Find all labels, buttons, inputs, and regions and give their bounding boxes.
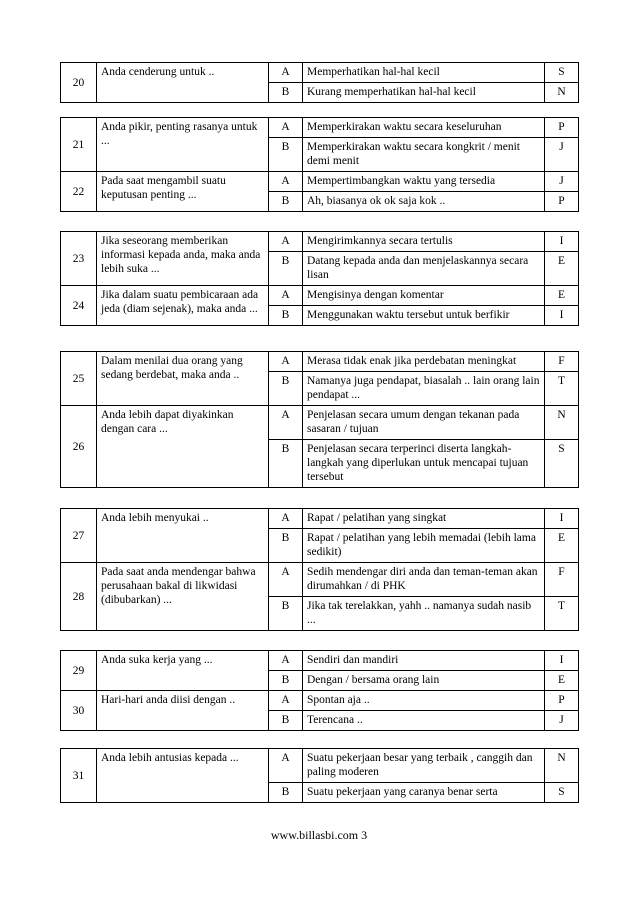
question-prompt: Jika seseorang memberikan informasi kepada anda, maka anda lebih suka ... xyxy=(97,232,269,286)
option-letter: A xyxy=(269,352,303,372)
option-text: Rapat / pelatihan yang singkat xyxy=(303,509,545,529)
option-letter: A xyxy=(269,232,303,252)
option-text: Memperhatikan hal-hal kecil xyxy=(303,63,545,83)
option-code: I xyxy=(545,306,579,326)
option-text: Namanya juga pendapat, biasalah .. lain orang lain pendapat ... xyxy=(303,372,545,406)
option-row xyxy=(61,563,579,597)
option-text: Suatu pekerjaan besar yang terbaik , canggih dan paling moderen xyxy=(303,749,545,783)
option-row xyxy=(61,651,579,671)
option-row xyxy=(61,63,579,83)
option-letter: B xyxy=(269,671,303,691)
option-code: N xyxy=(545,83,579,103)
option-code: E xyxy=(545,286,579,306)
option-row xyxy=(61,749,579,783)
question-number: 24 xyxy=(61,286,97,326)
option-code: N xyxy=(545,749,579,783)
option-code: P xyxy=(545,192,579,212)
option-text: Rapat / pelatihan yang lebih memadai (lebih lama sedikit) xyxy=(303,529,545,563)
option-code: T xyxy=(545,597,579,631)
option-letter: B xyxy=(269,138,303,172)
option-letter: A xyxy=(269,406,303,440)
option-text: Jika tak terelakkan, yahh .. namanya sudah nasib ... xyxy=(303,597,545,631)
option-letter: A xyxy=(269,651,303,671)
option-letter: B xyxy=(269,252,303,286)
option-text: Spontan aja .. xyxy=(303,691,545,711)
option-row xyxy=(61,352,579,372)
question-number: 20 xyxy=(61,63,97,103)
question-table xyxy=(60,748,579,803)
option-code: I xyxy=(545,509,579,529)
question-prompt: Dalam menilai dua orang yang sedang berdebat, maka anda .. xyxy=(97,352,269,406)
question-prompt: Anda lebih menyukai .. xyxy=(97,509,269,563)
option-letter: A xyxy=(269,118,303,138)
option-code: S xyxy=(545,440,579,488)
option-letter: A xyxy=(269,749,303,783)
option-row xyxy=(61,286,579,306)
question-prompt: Anda pikir, penting rasanya untuk ... xyxy=(97,118,269,172)
question-prompt: Anda suka kerja yang ... xyxy=(97,651,269,691)
option-code: F xyxy=(545,352,579,372)
option-letter: B xyxy=(269,192,303,212)
option-row xyxy=(61,509,579,529)
question-number: 26 xyxy=(61,406,97,488)
option-letter: B xyxy=(269,529,303,563)
question-table xyxy=(60,62,579,103)
option-code: E xyxy=(545,529,579,563)
question-number: 31 xyxy=(61,749,97,803)
option-letter: B xyxy=(269,306,303,326)
option-code: I xyxy=(545,232,579,252)
question-prompt: Pada saat mengambil suatu keputusan penting ... xyxy=(97,172,269,212)
question-table xyxy=(60,650,579,731)
question-prompt: Hari-hari anda diisi dengan .. xyxy=(97,691,269,731)
option-letter: A xyxy=(269,63,303,83)
question-number: 27 xyxy=(61,509,97,563)
question-prompt: Anda lebih antusias kepada ... xyxy=(97,749,269,803)
question-number: 29 xyxy=(61,651,97,691)
question-table xyxy=(60,231,579,326)
question-prompt: Jika dalam suatu pembicaraan ada jeda (diam sejenak), maka anda ... xyxy=(97,286,269,326)
option-code: T xyxy=(545,372,579,406)
question-table xyxy=(60,508,579,631)
option-letter: A xyxy=(269,691,303,711)
option-text: Sedih mendengar diri anda dan teman-teman akan dirumahkan / di PHK xyxy=(303,563,545,597)
question-number: 23 xyxy=(61,232,97,286)
option-code: E xyxy=(545,252,579,286)
option-letter: A xyxy=(269,563,303,597)
option-text: Memperkirakan waktu secara kongkrit / menit demi menit xyxy=(303,138,545,172)
option-row xyxy=(61,172,579,192)
option-row xyxy=(61,406,579,440)
option-code: J xyxy=(545,138,579,172)
option-text: Dengan / bersama orang lain xyxy=(303,671,545,691)
option-text: Mengisinya dengan komentar xyxy=(303,286,545,306)
question-number: 28 xyxy=(61,563,97,631)
option-code: P xyxy=(545,691,579,711)
option-code: E xyxy=(545,671,579,691)
question-prompt: Anda lebih dapat diyakinkan dengan cara ... xyxy=(97,406,269,488)
option-letter: B xyxy=(269,372,303,406)
option-text: Terencana .. xyxy=(303,711,545,731)
page-footer: www.billasbi.com 3 xyxy=(270,828,368,842)
option-text: Mengirimkannya secara tertulis xyxy=(303,232,545,252)
question-prompt: Anda cenderung untuk .. xyxy=(97,63,269,103)
option-text: Sendiri dan mandiri xyxy=(303,651,545,671)
option-text: Memperkirakan waktu secara keseluruhan xyxy=(303,118,545,138)
option-letter: A xyxy=(269,172,303,192)
option-code: J xyxy=(545,711,579,731)
question-number: 30 xyxy=(61,691,97,731)
question-table xyxy=(60,351,579,488)
question-number: 25 xyxy=(61,352,97,406)
option-row xyxy=(61,118,579,138)
option-letter: A xyxy=(269,509,303,529)
question-prompt: Pada saat anda mendengar bahwa perusahaan bakal di likwidasi (dibubarkan) ... xyxy=(97,563,269,631)
option-text: Mempertimbangkan waktu yang tersedia xyxy=(303,172,545,192)
option-code: J xyxy=(545,172,579,192)
option-code: S xyxy=(545,63,579,83)
option-text: Suatu pekerjaan yang caranya benar serta xyxy=(303,783,545,803)
option-letter: B xyxy=(269,83,303,103)
option-text: Kurang memperhatikan hal-hal kecil xyxy=(303,83,545,103)
option-text: Ah, biasanya ok ok saja kok .. xyxy=(303,192,545,212)
option-row xyxy=(61,691,579,711)
question-number: 22 xyxy=(61,172,97,212)
option-letter: B xyxy=(269,597,303,631)
option-row xyxy=(61,232,579,252)
option-letter: B xyxy=(269,711,303,731)
option-text: Merasa tidak enak jika perdebatan meningkat xyxy=(303,352,545,372)
option-code: I xyxy=(545,651,579,671)
option-letter: A xyxy=(269,286,303,306)
question-table xyxy=(60,117,579,212)
question-number: 21 xyxy=(61,118,97,172)
option-text: Datang kepada anda dan menjelaskannya secara lisan xyxy=(303,252,545,286)
option-text: Menggunakan waktu tersebut untuk berfikir xyxy=(303,306,545,326)
option-text: Penjelasan secara umum dengan tekanan pada sasaran / tujuan xyxy=(303,406,545,440)
option-text: Penjelasan secara terperinci diserta langkah-langkah yang diperlukan untuk mencapai tujuan tersebut xyxy=(303,440,545,488)
option-code: P xyxy=(545,118,579,138)
option-letter: B xyxy=(269,783,303,803)
option-code: N xyxy=(545,406,579,440)
option-letter: B xyxy=(269,440,303,488)
option-code: F xyxy=(545,563,579,597)
option-code: S xyxy=(545,783,579,803)
